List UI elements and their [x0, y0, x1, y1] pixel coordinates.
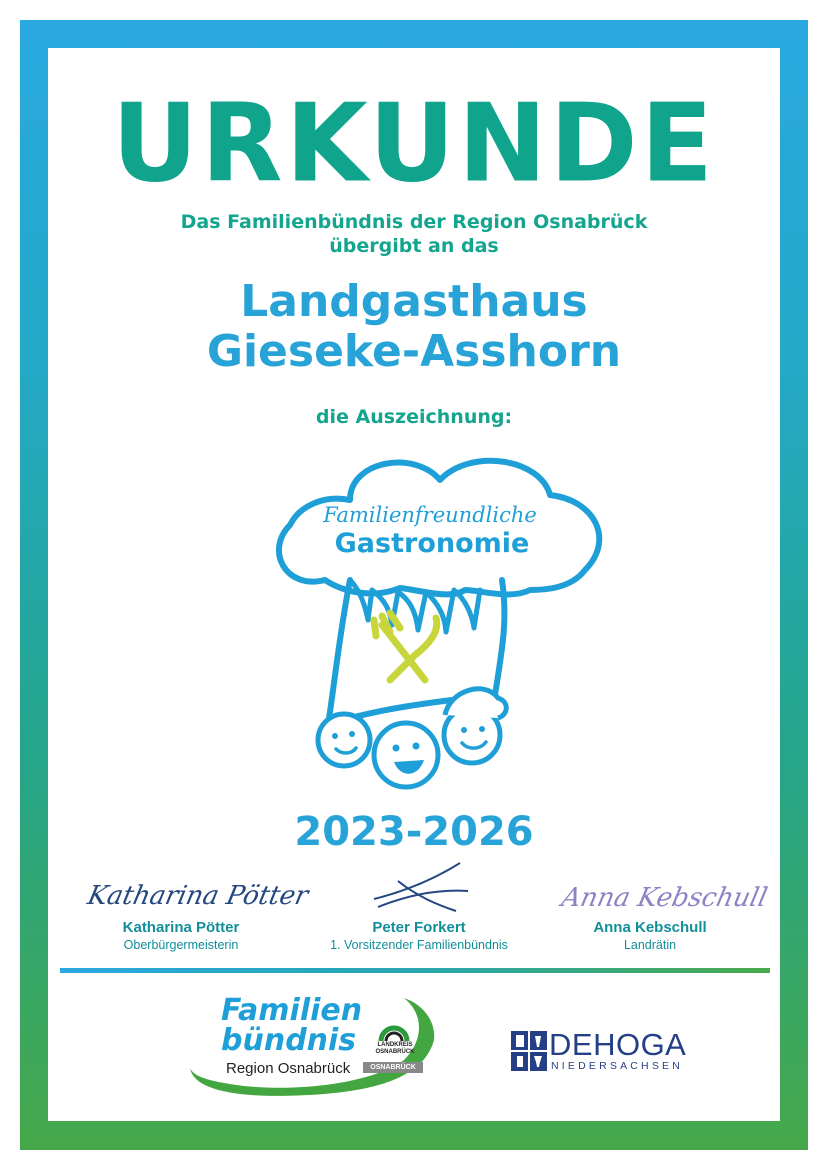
footer-divider — [60, 968, 770, 973]
landkreis-label: LANDKREIS OSNABRÜCK — [375, 1042, 415, 1055]
signatory-3 — [520, 919, 780, 953]
familienbuendnis-region: Region Osnabrück — [226, 1060, 351, 1077]
recipient-line-2: Gieseke-Asshorn — [206, 326, 622, 377]
award-logo-script: Familienfreundliche — [323, 503, 537, 527]
svg-text:Katharina Pötter: Katharina Pötter — [84, 881, 311, 911]
svg-text:Anna Kebschull: Anna Kebschull — [558, 883, 770, 913]
intro-text — [48, 210, 780, 258]
signature-forkert — [368, 855, 478, 919]
dehoga-region: NIEDERSACHSEN — [551, 1060, 684, 1072]
signature-kebschull — [558, 870, 770, 920]
cutlery-icon — [374, 613, 437, 680]
intro-line-1: Das Familienbündnis der Region Osnabrück — [180, 211, 648, 233]
signatory-name: Katharina Pötter — [122, 919, 240, 936]
landkreis-box: OSNABRÜCK — [363, 1062, 423, 1073]
dehoga-emblem-icon — [511, 1031, 547, 1071]
landkreis-emblem-icon — [377, 1013, 411, 1043]
family-gastronomy-logo — [240, 440, 620, 800]
signatory-role: Landrätin — [623, 938, 677, 952]
award-logo-main: Gastronomie — [334, 528, 530, 559]
familienbuendnis-word-1: Familien — [221, 993, 363, 1028]
signatory-name: Anna Kebschull — [593, 919, 707, 936]
award-label: die Auszeichnung: — [315, 406, 513, 428]
intro-line-2: übergibt an das — [329, 235, 499, 257]
dehoga-name: DEHOGA — [549, 1027, 687, 1062]
recipient-name — [48, 277, 780, 377]
validity-years: 2023-2026 — [294, 809, 534, 855]
signatory-role: Oberbürgermeisterin — [123, 938, 239, 952]
signatory-1 — [51, 919, 311, 953]
signatory-2 — [289, 919, 549, 953]
signatory-name: Peter Forkert — [372, 919, 466, 936]
familienbuendnis-word-2: bündnis — [221, 1023, 357, 1058]
signatory-role: 1. Vorsitzender Familienbündnis — [330, 938, 508, 952]
signature-poetter — [84, 868, 311, 918]
svg-text:Peter Forkert: Peter Forkert — [405, 913, 441, 919]
recipient-line-1: Landgasthaus — [240, 276, 588, 327]
certificate-title: URKUNDE — [111, 80, 717, 207]
